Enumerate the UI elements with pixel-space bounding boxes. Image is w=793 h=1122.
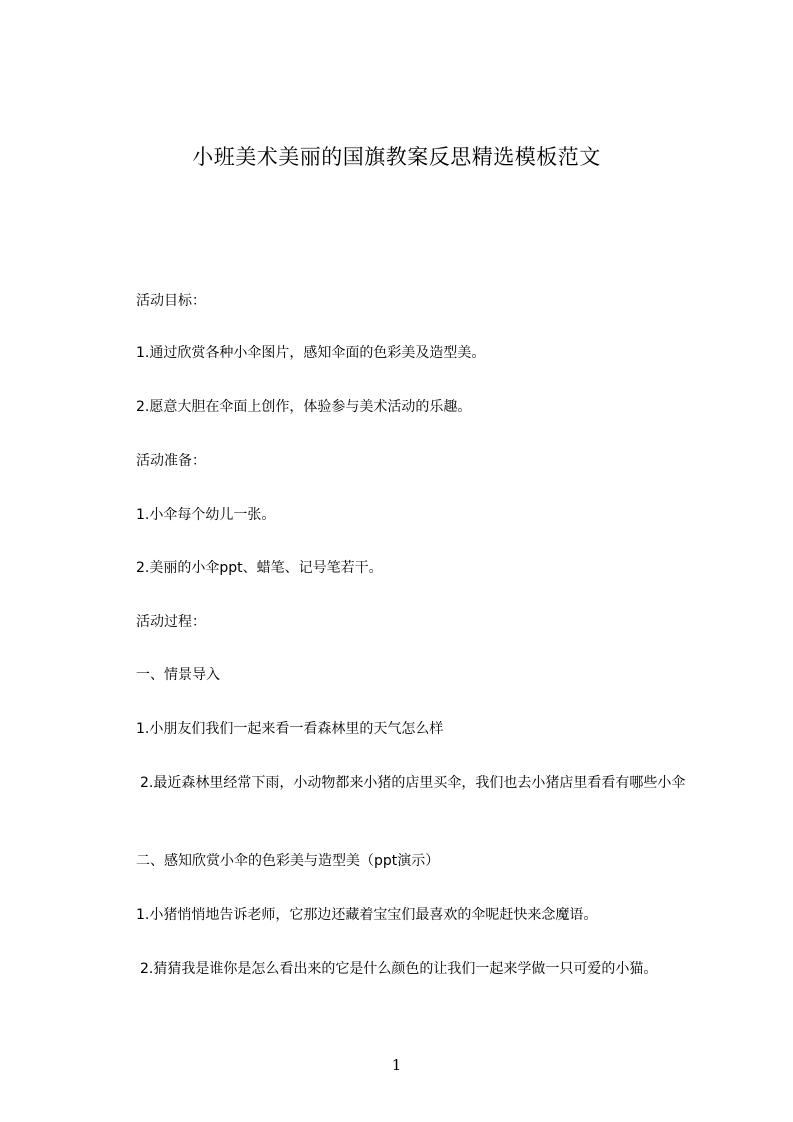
paragraph-step-2-1: 1.小猪悄悄地告诉老师，它那边还藏着宝宝们最喜欢的伞呢赶快来念魔语。 [136,907,598,923]
paragraph-preparation-heading: 活动准备： [136,453,206,469]
paragraph-goal-1: 1.通过欣赏各种小伞图片，感知伞面的色彩美及造型美。 [136,345,486,361]
paragraph-preparation-2: 2.美丽的小伞ppt、蜡笔、记号笔若干。 [136,560,383,576]
paragraph-step-1-2: 2.最近森林里经常下雨，小动物都来小猪的店里买伞，我们也去小猪店里看看有哪些小伞 [140,775,686,791]
paragraph-step-2-2: 2.猜猜我是谁你是怎么看出来的它是什么颜色的让我们一起来学做一只可爱的小猫。 [140,961,658,977]
paragraph-preparation-1: 1.小伞每个幼儿一张。 [136,507,276,523]
paragraph-activity-goals-heading: 活动目标： [136,293,206,309]
paragraph-goal-2: 2.愿意大胆在伞面上创作，体验参与美术活动的乐趣。 [136,399,472,415]
paragraph-process-heading: 活动过程： [136,614,206,630]
paragraph-step-1-1: 1.小朋友们我们一起来看一看森林里的天气怎么样 [136,721,444,737]
document-title: 小班美术美丽的国旗教案反思精选模板范文 [192,145,601,169]
paragraph-section-1-heading: 一、情景导入 [136,667,220,683]
page-number: 1 [391,1056,402,1074]
paragraph-section-2-heading: 二、感知欣赏小伞的色彩美与造型美（ppt演示） [136,853,440,869]
